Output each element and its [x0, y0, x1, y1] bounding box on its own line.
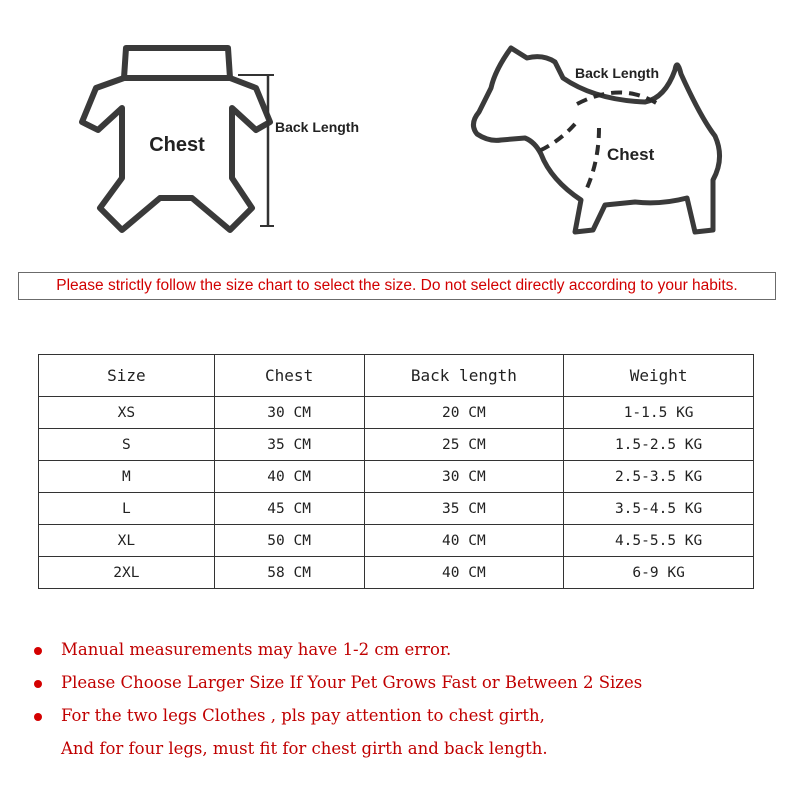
cell-weight: 2.5-3.5 KG [564, 461, 754, 493]
table-row [39, 557, 754, 589]
header-size: Size [39, 355, 215, 397]
bullet-icon [34, 647, 42, 655]
cell-back-length: 35 CM [364, 493, 564, 525]
garment-collar [124, 48, 230, 78]
table-row [39, 461, 754, 493]
garment-back-length-label: Back Length [275, 119, 360, 135]
cell-back-length: 25 CM [364, 429, 564, 461]
cell-back-length: 40 CM [364, 525, 564, 557]
bullet-icon [34, 680, 42, 688]
garment-illustration [60, 30, 400, 270]
cell-weight: 6-9 KG [564, 557, 754, 589]
cell-weight: 4.5-5.5 KG [564, 525, 754, 557]
cell-chest: 35 CM [214, 429, 364, 461]
note-text: For the two legs Clothes , pls pay attention to chest girth, [61, 706, 545, 725]
note-text: Please Choose Larger Size If Your Pet Grows Fast or Between 2 Sizes [61, 673, 643, 692]
header-chest: Chest [214, 355, 364, 397]
cell-chest: 50 CM [214, 525, 364, 557]
table-row [39, 525, 754, 557]
dog-illustration [455, 30, 755, 260]
size-notice-text: Please strictly follow the size chart to select the size. Do not select directly according to your habits. [56, 277, 738, 294]
cell-size: S [39, 429, 215, 461]
garment-chest-label: Chest [149, 134, 205, 156]
cell-back-length: 30 CM [364, 461, 564, 493]
note-item [30, 702, 770, 735]
cell-size: XS [39, 397, 215, 429]
cell-chest: 30 CM [214, 397, 364, 429]
dog-back-length-label: Back Length [575, 65, 660, 81]
note-item [30, 669, 770, 702]
cell-size: M [39, 461, 215, 493]
size-notice-box [18, 272, 776, 300]
cell-weight: 3.5-4.5 KG [564, 493, 754, 525]
cell-back-length: 40 CM [364, 557, 564, 589]
cell-chest: 40 CM [214, 461, 364, 493]
note-text: And for four legs, must fit for chest girth and back length. [61, 739, 548, 758]
cell-chest: 58 CM [214, 557, 364, 589]
cell-size: 2XL [39, 557, 215, 589]
note-continuation [30, 735, 770, 768]
cell-weight: 1.5-2.5 KG [564, 429, 754, 461]
cell-size: L [39, 493, 215, 525]
cell-back-length: 20 CM [364, 397, 564, 429]
notes-list [30, 636, 770, 768]
cell-weight: 1-1.5 KG [564, 397, 754, 429]
cell-chest: 45 CM [214, 493, 364, 525]
cell-size: XL [39, 525, 215, 557]
table-row [39, 493, 754, 525]
note-text: Manual measurements may have 1-2 cm error. [61, 640, 452, 659]
header-weight: Weight [564, 355, 754, 397]
table-row [39, 397, 754, 429]
note-item [30, 636, 770, 669]
bullet-icon [34, 713, 42, 721]
garment-diagram [60, 30, 400, 270]
size-chart-table [38, 354, 754, 589]
table-row [39, 429, 754, 461]
dog-diagram [455, 30, 755, 260]
dog-chest-label: Chest [607, 145, 655, 164]
table-header-row [39, 355, 754, 397]
header-back-length: Back length [364, 355, 564, 397]
